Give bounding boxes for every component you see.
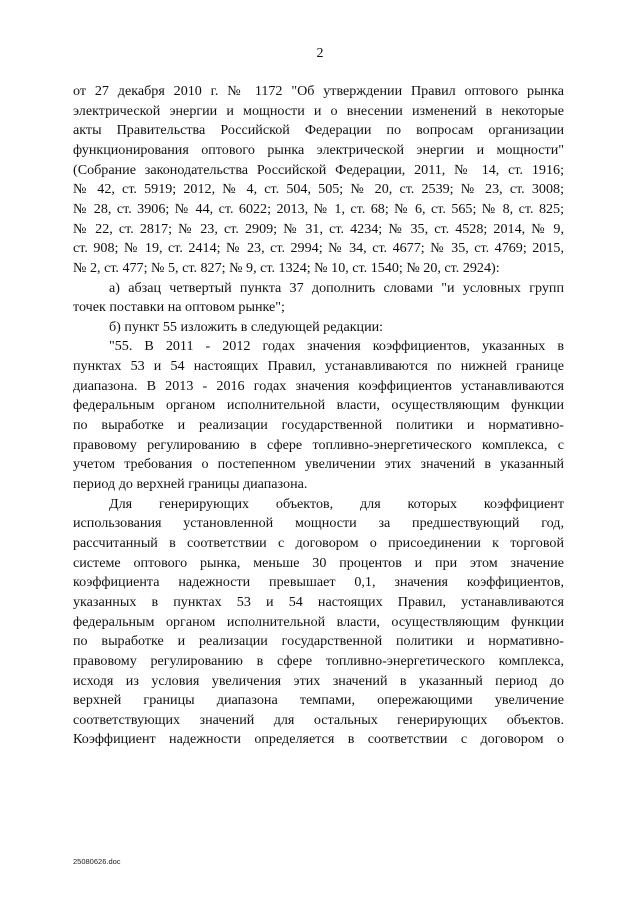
text-line: коэффициента надежности превышает 0,1, значения коэффициентов, (73, 574, 564, 591)
text-line: акты Правительства Российской Федерации по вопросам организации (73, 122, 564, 139)
text-line: по выработке и реализации государственной политики и нормативно- (73, 417, 564, 434)
text-line: исходя из условия увеличения этих значений в указанный период до (73, 672, 564, 689)
text-line: соответствующих значений для остальных генерирующих объектов. (73, 711, 564, 728)
text-line: Коэффициент надежности определяется в соответствии с договором о (73, 731, 564, 748)
text-line: функционирования оптового рынка электрической энергии и мощности" (73, 141, 564, 158)
text-line: рассчитанный в соответствии с договором о присоединении к торговой (73, 534, 564, 551)
text-line: учетом требования о постепенном увеличении этих значений в указанный (73, 456, 564, 473)
text-line: (Собрание законодательства Российской Федерации, 2011, № 14, ст. 1916; (73, 161, 564, 178)
text-line: б) пункт 55 изложить в следующей редакции: (109, 318, 384, 335)
text-line: № 42, ст. 5919; 2012, № 4, ст. 504, 505; № 20, ст. 2539; № 23, ст. 3008; (73, 181, 564, 198)
text-line: федеральным органом исполнительной власти, осуществляющим функции (73, 397, 564, 414)
text-line: по выработке и реализации государственной политики и нормативно- (73, 633, 564, 650)
text-line: "55. В 2011 - 2012 годах значения коэффициентов, указанных в (109, 338, 564, 355)
text-line: использования установленной мощности за предшествующий год, (73, 515, 564, 532)
text-line: диапазона. В 2013 - 2016 годах значения коэффициентов устанавливаются (73, 377, 564, 394)
text-line: период до верхней границы диапазона. (73, 476, 308, 492)
text-line: указанных в пунктах 53 и 54 настоящих Правил, устанавливаются (73, 593, 564, 610)
page-number: 2 (316, 46, 324, 61)
text-line: Для генерирующих объектов, для которых коэффициент (109, 495, 564, 512)
text-line: № 2, ст. 477; № 5, ст. 827; № 9, ст. 1324; № 10, ст. 1540; № 20, ст. 2924): (73, 259, 500, 276)
text-line: от 27 декабря 2010 г. № 1172 "Об утверждении Правил оптового рынка (73, 83, 564, 99)
text-line: правовому регулированию в сфере топливно-энергетического комплекса, (73, 652, 564, 669)
text-line: ст. 908; № 19, ст. 2414; № 23, ст. 2994; № 34, ст. 4677; № 35, ст. 4769; 2015, (73, 240, 564, 257)
text-line: электрической энергии и мощности и о внесении изменений в некоторые (73, 102, 564, 119)
text-line: № 22, ст. 2817; № 23, ст. 2909; № 31, ст. 4234; № 35, ст. 4528; 2014, № 9, (73, 220, 564, 237)
text-line: № 28, ст. 3906; № 44, ст. 6022; 2013, № 1, ст. 68; № 6, ст. 565; № 8, ст. 825; (73, 200, 564, 217)
text-line: системе оптового рынка, меньше 30 процентов и при этом значение (73, 554, 564, 571)
text-line: правовому регулированию в сфере топливно-энергетического комплекса, с (73, 436, 564, 453)
footer-filename: 25080626.doc (73, 857, 121, 866)
text-line: федеральным органом исполнительной власти, осуществляющим функции (73, 613, 564, 630)
text-line: точек поставки на оптовом рынке"; (73, 299, 285, 316)
text-line: верхней границы диапазона темпами, опережающими увеличение (73, 692, 564, 709)
text-line: а) абзац четвертый пункта 37 дополнить словами "и условных групп (109, 279, 564, 296)
text-line: пунктах 53 и 54 настоящих Правил, устанавливаются по нижней границе (73, 358, 564, 375)
